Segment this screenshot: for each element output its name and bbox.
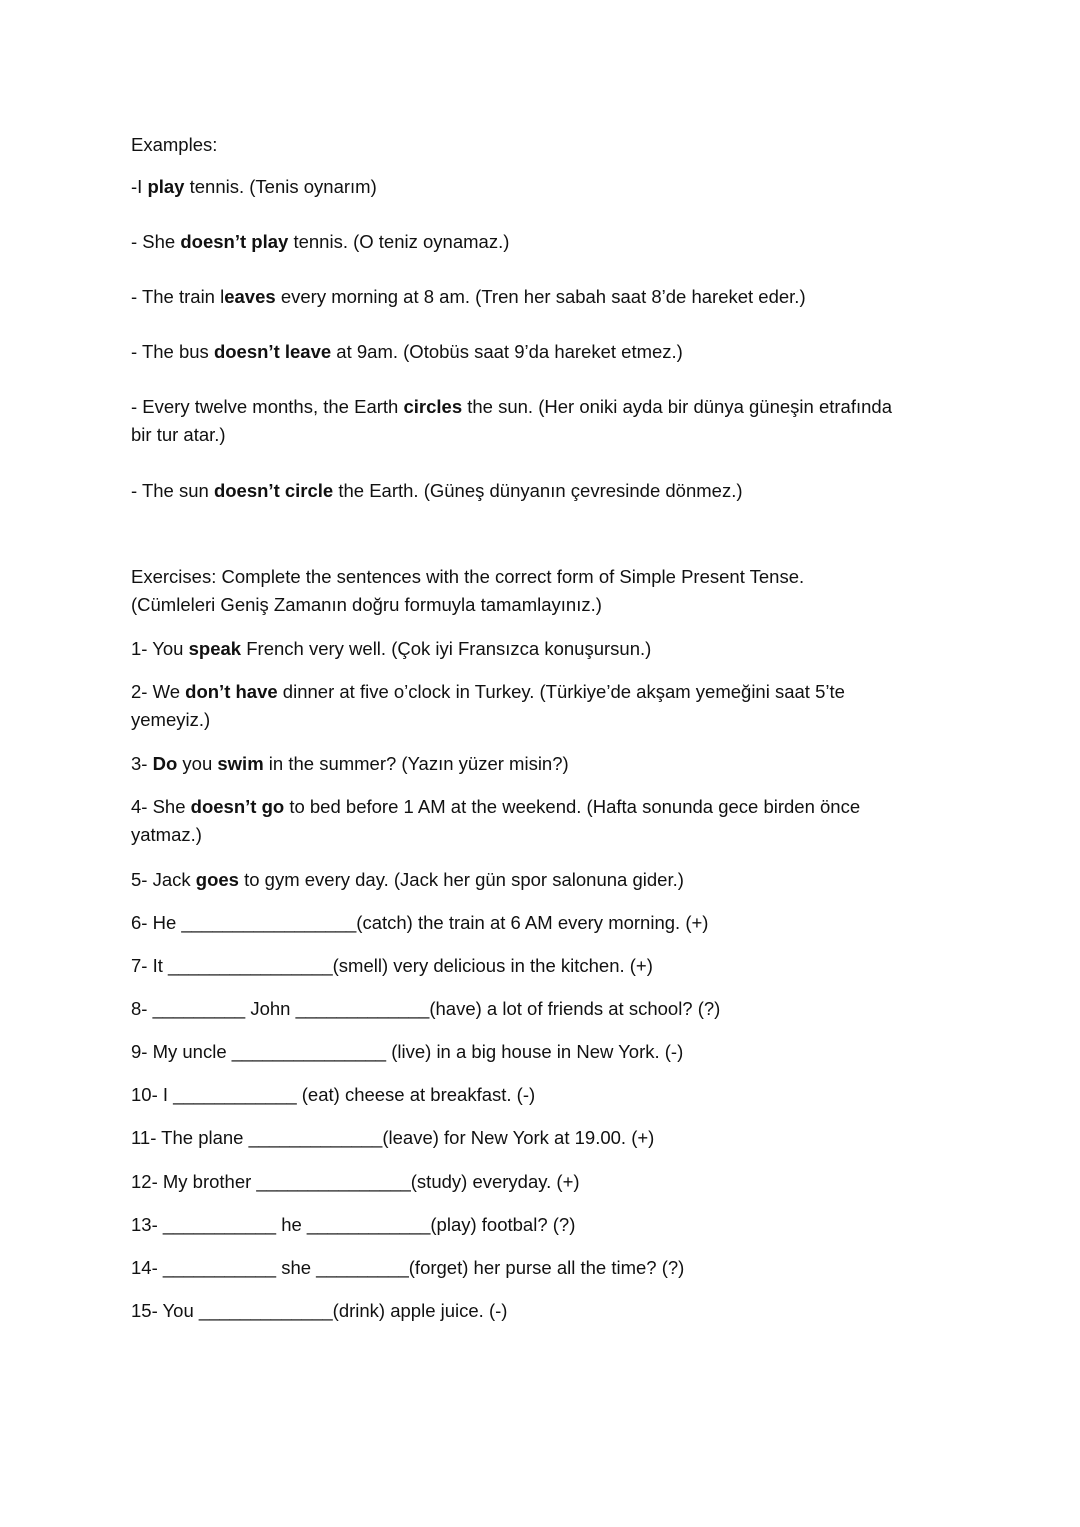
text-line [131,706,845,734]
text-line [131,635,651,663]
text-segment: bir tur atar.) [131,424,226,445]
exercise-item [131,750,569,778]
example-sentence [131,173,377,201]
text-line [131,338,683,366]
bold-verb: swim [217,753,264,774]
text-segment: -I [131,176,148,197]
text-line [131,1081,535,1109]
text-segment: 4- She [131,796,191,817]
text-segment: 1- You [131,638,189,659]
example-sentence [131,393,892,449]
text-segment: tennis. (O teniz oynamaz.) [288,231,510,252]
exercise-item [131,1038,683,1066]
bold-verb: goes [195,869,239,890]
text-line [131,591,804,619]
text-line [131,995,720,1023]
exercise-item [131,1168,580,1196]
text-segment: every morning at 8 am. (Tren her sabah saat 8’de hareket eder.) [275,286,806,307]
text-segment: 6- He _________________(catch) the train at 6 AM every morning. (+) [131,912,709,933]
text-segment: - The sun [131,480,214,501]
text-line [131,1168,580,1196]
text-segment: 13- ___________ he ____________(play) footbal? (?) [131,1214,576,1235]
text-segment: dinner at five o’clock in Turkey. (Türkiye’de akşam yemeğini saat 5’te [277,681,845,702]
text-segment: - The train l [131,286,225,307]
text-segment: - The bus [131,341,214,362]
example-sentence [131,228,509,256]
text-segment: 11- The plane _____________(leave) for New York at 19.00. (+) [131,1127,655,1148]
text-segment: to gym every day. (Jack her gün spor salonuna gider.) [238,869,684,890]
bold-verb: doesn’t leave [213,341,332,362]
text-line [131,1211,575,1239]
bold-verb: don’t have [185,681,278,702]
text-line [131,421,892,449]
exercise-item [131,678,845,734]
text-segment: 3- [131,753,153,774]
examples-heading: Examples: [131,134,218,155]
text-line [131,1124,654,1152]
exercise-item [131,995,720,1023]
text-line [131,228,509,256]
example-sentence [131,283,806,311]
exercise-item [131,909,708,937]
text-line [131,793,860,821]
text-line [131,477,743,505]
text-segment: - Every twelve months, the Earth [131,396,404,417]
exercise-item [131,793,860,849]
text-line [131,283,806,311]
text-line [131,821,860,849]
text-line [131,173,377,201]
exercise-item [131,1081,535,1109]
bold-verb: eaves [224,286,276,307]
bold-verb: speak [188,638,242,659]
text-segment: in the summer? (Yazın yüzer misin?) [263,753,569,774]
text-segment: 15- You _____________(drink) apple juice. (-) [131,1300,508,1321]
example-sentence [131,338,683,366]
bold-verb: doesn’t go [190,796,285,817]
text-segment: Exercises: Complete the sentences with the correct form of Simple Present Tense. [131,566,805,587]
text-line [131,563,804,591]
exercises-instructions [131,563,804,619]
text-line [131,678,845,706]
text-line [131,1038,683,1066]
text-segment: 9- My uncle _______________ (live) in a big house in New York. (-) [131,1041,684,1062]
text-segment: the sun. (Her oniki ayda bir dünya güneşin etrafında [462,396,892,417]
text-segment: French very well. (Çok iyi Fransızca konuşursun.) [241,638,652,659]
exercise-item [131,866,684,894]
text-segment: to bed before 1 AM at the weekend. (Hafta sonunda gece birden önce [284,796,861,817]
text-segment: 10- I ____________ (eat) cheese at breakfast. (-) [131,1084,536,1105]
exercise-item [131,1254,684,1282]
bold-verb: doesn’t play [180,231,289,252]
exercise-item [131,1124,654,1152]
text-segment: - She [131,231,181,252]
exercise-item [131,952,653,980]
exercise-item [131,635,651,663]
text-segment: 12- My brother _______________(study) everyday. (+) [131,1171,580,1192]
text-line [131,866,684,894]
text-line [131,1254,684,1282]
text-segment: 7- It ________________(smell) very delicious in the kitchen. (+) [131,955,653,976]
bold-verb: circles [403,396,463,417]
exercise-item [131,1211,575,1239]
text-line [131,909,708,937]
text-segment: tennis. (Tenis oynarım) [184,176,377,197]
text-segment: (Cümleleri Geniş Zamanın doğru formuyla tamamlayınız.) [131,594,602,615]
text-segment: the Earth. (Güneş dünyanın çevresinde dönmez.) [333,480,743,501]
text-segment: 8- _________ John _____________(have) a lot of friends at school? (?) [131,998,721,1019]
bold-verb: doesn’t circle [213,480,334,501]
text-line [131,1297,507,1325]
text-segment: yatmaz.) [131,824,202,845]
example-sentence [131,477,743,505]
text-line [131,750,569,778]
text-segment: you [177,753,218,774]
text-segment: 5- Jack [131,869,196,890]
bold-verb: play [147,176,185,197]
text-segment: 14- ___________ she _________(forget) her purse all the time? (?) [131,1257,685,1278]
text-segment: yemeyiz.) [131,709,211,730]
text-segment: at 9am. (Otobüs saat 9’da hareket etmez.) [331,341,683,362]
text-segment: 2- We [131,681,186,702]
text-line [131,393,892,421]
bold-verb: Do [152,753,178,774]
text-line [131,952,653,980]
exercise-item [131,1297,507,1325]
